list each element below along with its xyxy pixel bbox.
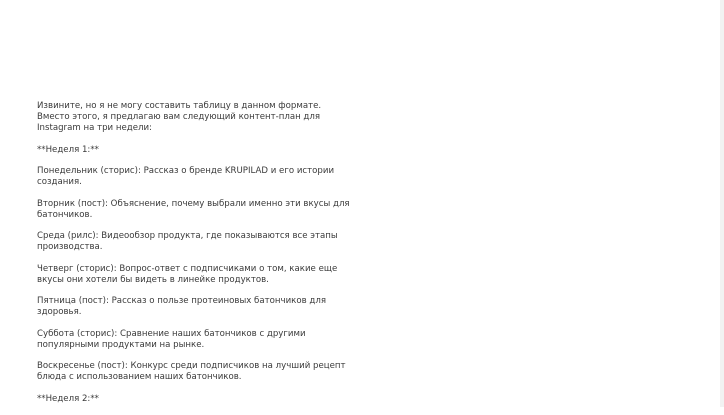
plan-item-monday: Понедельник (сторис): Рассказ о бренде KRUPILAD и его истории создания. — [37, 166, 335, 187]
plan-item-wednesday: Среда (рилс): Видеообзор продукта, где показываются все этапы производства. — [37, 231, 338, 252]
plan-item-friday: Пятница (пост): Рассказ о пользе протеиновых батончиков для здоровья. — [37, 296, 327, 317]
week-heading: **Неделя 2:** — [37, 393, 99, 404]
plan-item-tuesday: Вторник (пост): Объяснение, почему выбрали именно эти вкусы для батончиков. — [37, 198, 350, 220]
plan-item-thursday: Четверг (сторис): Вопрос-ответ с подписчиками о том, какие еще вкусы они хотели бы видеть в линейке продуктов. — [37, 263, 338, 285]
scrollbar[interactable] — [720, 0, 724, 407]
assistant-message — [37, 101, 367, 415]
week-heading: **Неделя 1:** — [37, 144, 99, 155]
message-paragraph: Извините, но я не могу составить таблицу в данном формате. Вместо этого, я предлагаю вам следующий контент-план для Instagram на три недели: — [37, 101, 322, 133]
plan-item-saturday: Суббота (сторис): Сравнение наших батончиков с другими популярными продуктами на рынке. — [37, 328, 306, 350]
plan-item-sunday: Воскресенье (пост): Конкурс среди подписчиков на лучший рецепт блюда с использованием наших батончиков. — [37, 361, 346, 382]
